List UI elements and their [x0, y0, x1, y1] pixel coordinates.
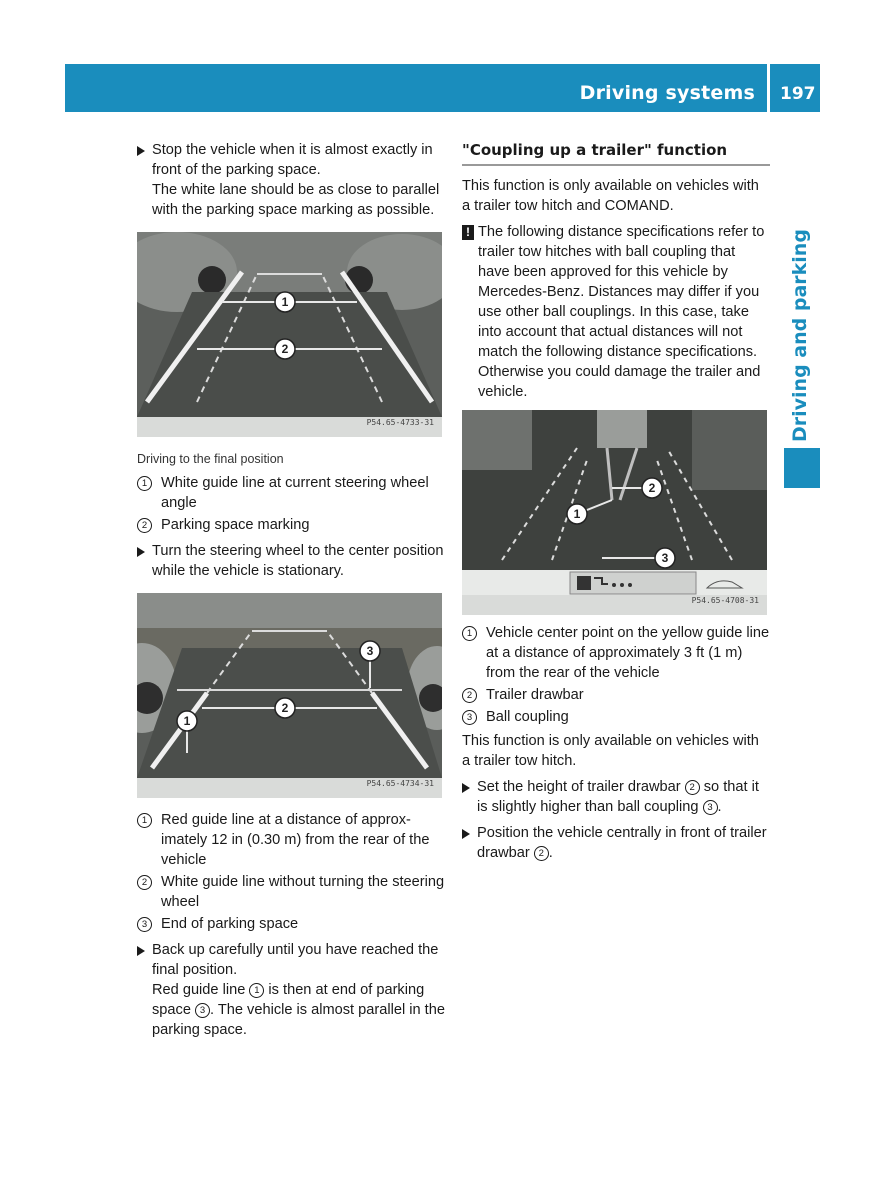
- step-arrow-icon: [137, 547, 145, 557]
- number-badge: 2: [685, 780, 700, 795]
- list-item: 3 Ball coupling: [462, 707, 770, 727]
- rear-camera-view: [462, 410, 767, 615]
- list-item: 3 End of parking space: [137, 914, 445, 934]
- list-item: 1 White guide line at current steering wheel angle: [137, 473, 445, 513]
- step-text: The white lane should be as close to parallel with the parking space marking as possible.: [152, 182, 440, 218]
- list-item: 1 Red guide line at a distance of approximately 12 in (0.30 m) from the rear of the vehicle: [137, 810, 445, 870]
- number-badge: 3: [462, 710, 477, 725]
- header-bar: [65, 64, 820, 112]
- marker-3: 3: [661, 551, 669, 565]
- number-badge: 2: [137, 518, 152, 533]
- right-column: [462, 140, 770, 869]
- list-item: 1 Vehicle center point on the yellow guide line at a distance of approximately 3 ft (1 m) from the rear of the vehicle: [462, 623, 770, 683]
- marker-2: 2: [281, 701, 289, 715]
- chapter-tab: [780, 229, 820, 442]
- number-badge: 2: [137, 875, 152, 890]
- marker-2: 2: [648, 481, 656, 495]
- marker-2: 2: [281, 342, 289, 356]
- chapter-marker-block: [784, 448, 820, 488]
- instruction-step: [462, 823, 770, 863]
- step-arrow-icon: [137, 146, 145, 156]
- figure-code: P54.65-4734-31: [366, 779, 434, 788]
- number-badge: 2: [462, 688, 477, 703]
- instruction-step: [137, 140, 445, 220]
- number-badge: 1: [137, 813, 152, 828]
- figure-caption: Driving to the final position: [137, 452, 284, 466]
- legend-list: [137, 473, 445, 535]
- number-badge: 1: [249, 983, 264, 998]
- step-arrow-icon: [462, 783, 470, 793]
- page-number: 197: [780, 84, 816, 104]
- instruction-step: [462, 777, 770, 817]
- step-text: Back up carefully until you have reached the final position.: [152, 942, 439, 978]
- section-title: Driving systems: [579, 82, 755, 104]
- camera-image-center-position: [137, 593, 442, 798]
- number-badge: 3: [137, 917, 152, 932]
- rear-camera-view: [137, 232, 442, 437]
- intro-text: This function is only available on vehicles with a trailer tow hitch and COMAND.: [462, 178, 759, 214]
- step-text: Red guide line 1 is then at end of parking space 3 . The vehicle is almost parallel in the parking space.: [152, 982, 445, 1038]
- number-badge: 1: [462, 626, 477, 641]
- warning-icon: !: [462, 225, 474, 240]
- marker-1: 1: [281, 295, 289, 309]
- list-item: 2 Parking space marking: [137, 515, 445, 535]
- step-text: Turn the steering wheel to the center position while the vehicle is stationary.: [152, 543, 444, 579]
- number-badge: 3: [195, 1003, 210, 1018]
- figure-code: P54.65-4708-31: [691, 596, 759, 605]
- camera-image-trailer-coupling: [462, 410, 767, 615]
- marker-1: 1: [573, 507, 581, 521]
- header-divider: [767, 64, 770, 112]
- step-text: Stop the vehicle when it is almost exactly in front of the parking space.: [152, 142, 433, 178]
- section-heading: "Coupling up a trailer" function: [462, 140, 770, 166]
- step-text: Set the height of trailer drawbar 2 so that it is slightly higher than ball coupling 3 .: [477, 779, 759, 815]
- number-badge: 1: [137, 476, 152, 491]
- number-badge: 3: [703, 800, 718, 815]
- list-item: 2 White guide line without turning the steering wheel: [137, 872, 445, 912]
- step-text: Position the vehicle centrally in front of trailer drawbar 2 .: [477, 825, 767, 861]
- list-item: 2 Trailer drawbar: [462, 685, 770, 705]
- camera-image-final-position: [137, 232, 442, 437]
- number-badge: 2: [534, 846, 549, 861]
- legend-list: [462, 623, 770, 727]
- step-arrow-icon: [462, 829, 470, 839]
- marker-1: 1: [183, 714, 191, 728]
- note-text: This function is only available on vehicles with a trailer tow hitch.: [462, 733, 759, 769]
- marker-3: 3: [366, 644, 374, 658]
- instruction-step: [137, 541, 445, 581]
- figure-code: P54.65-4733-31: [366, 418, 434, 427]
- step-arrow-icon: [137, 946, 145, 956]
- instruction-step: [137, 940, 445, 1040]
- rear-camera-view: [137, 593, 442, 798]
- chapter-tab-label: Driving and parking: [789, 229, 811, 442]
- legend-list: [137, 810, 445, 934]
- left-column: [137, 140, 445, 1046]
- warning-note: ! The following distance specifications refer to trailer tow hitches with ball coupling that have been approved for this vehicle by Mercedes-Benz. Distances may differ if you use other ball couplings. In this case, take into account that actual distances will not match the following distance specifications. Otherwise you could damage the trailer and vehicle.: [462, 222, 770, 402]
